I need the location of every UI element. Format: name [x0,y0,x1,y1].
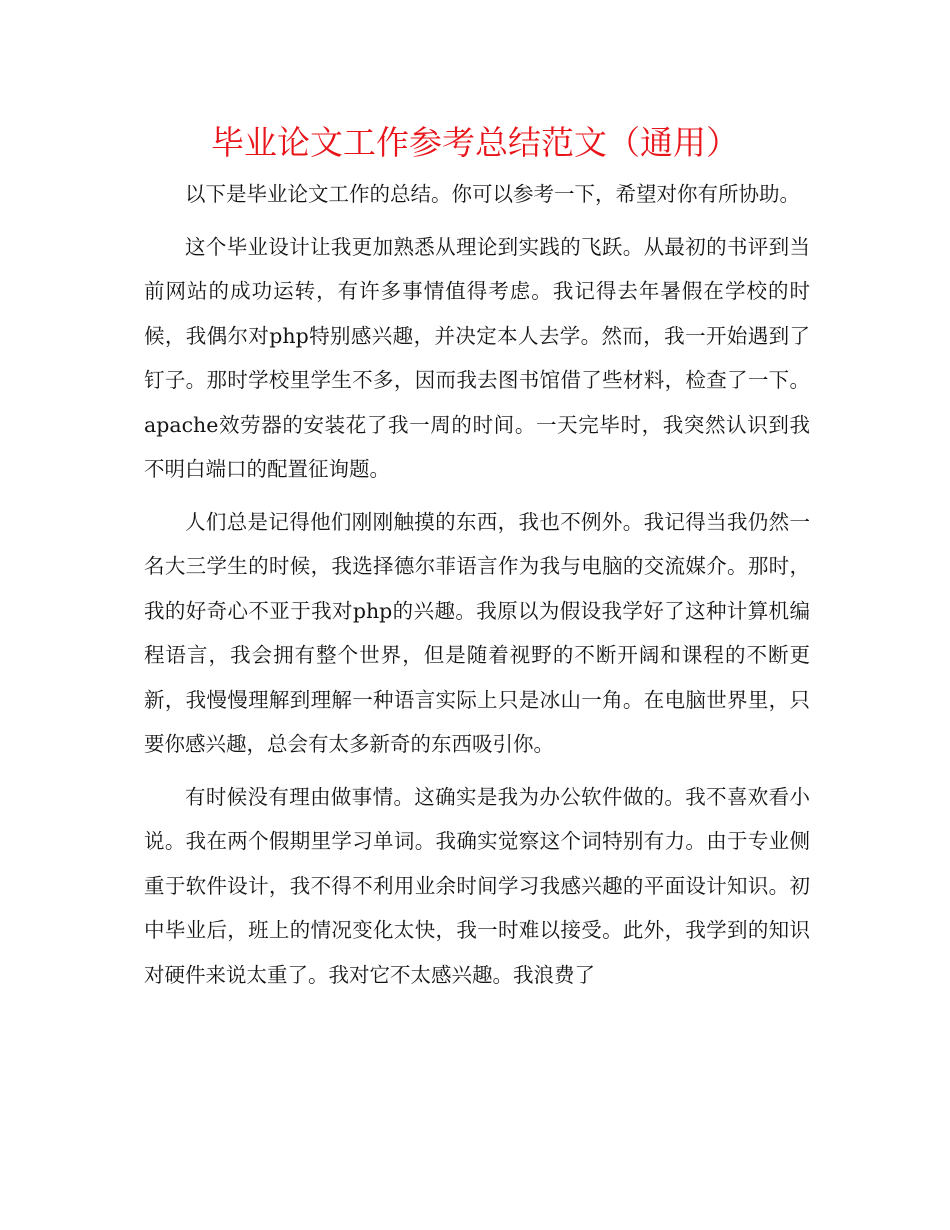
paragraph-2: 这个毕业设计让我更加熟悉从理论到实践的飞跃。从最初的书评到当前网站的成功运转，有许多事情值得考虑。我记得去年暑假在学校的时候，我偶尔对php特别感兴趣，并决定本人去学。然而，我一开始遇到了钉子。那时学校里学生不多，因而我去图书馆借了些材料，检查了一下。apache效劳器的安装花了我一周的时间。一天完毕时，我突然认识到我不明白端口的配置征询题。 [144,234,810,481]
document-body [144,172,810,1005]
document-title: 毕业论文工作参考总结范文（通用） [211,123,739,162]
paragraph-1: 以下是毕业论文工作的总结。你可以参考一下，希望对你有所协助。 [185,182,800,206]
paragraph-3: 人们总是记得他们刚刚触摸的东西，我也不例外。我记得当我仍然一名大三学生的时候，我选择德尔菲语言作为我与电脑的交流媒介。那时，我的好奇心不亚于我对php的兴趣。我原以为假设我学好了这种计算机编程语言，我会拥有整个世界，但是随着视野的不断开阔和课程的不断更新，我慢慢理解到理解一种语言实际上只是冰山一角。在电脑世界里，只要你感兴趣，总会有太多新奇的东西吸引你。 [144,509,810,756]
paragraph-4: 有时候没有理由做事情。这确实是我为办公软件做的。我不喜欢看小说。我在两个假期里学习单词。我确实觉察这个词特别有力。由于专业侧重于软件设计，我不得不利用业余时间学习我感兴趣的平面设计知识。初中毕业后，班上的情况变化太快，我一时难以接受。此外，我学到的知识对硬件来说太重了。我对它不太感兴趣。我浪费了 [144,784,810,987]
